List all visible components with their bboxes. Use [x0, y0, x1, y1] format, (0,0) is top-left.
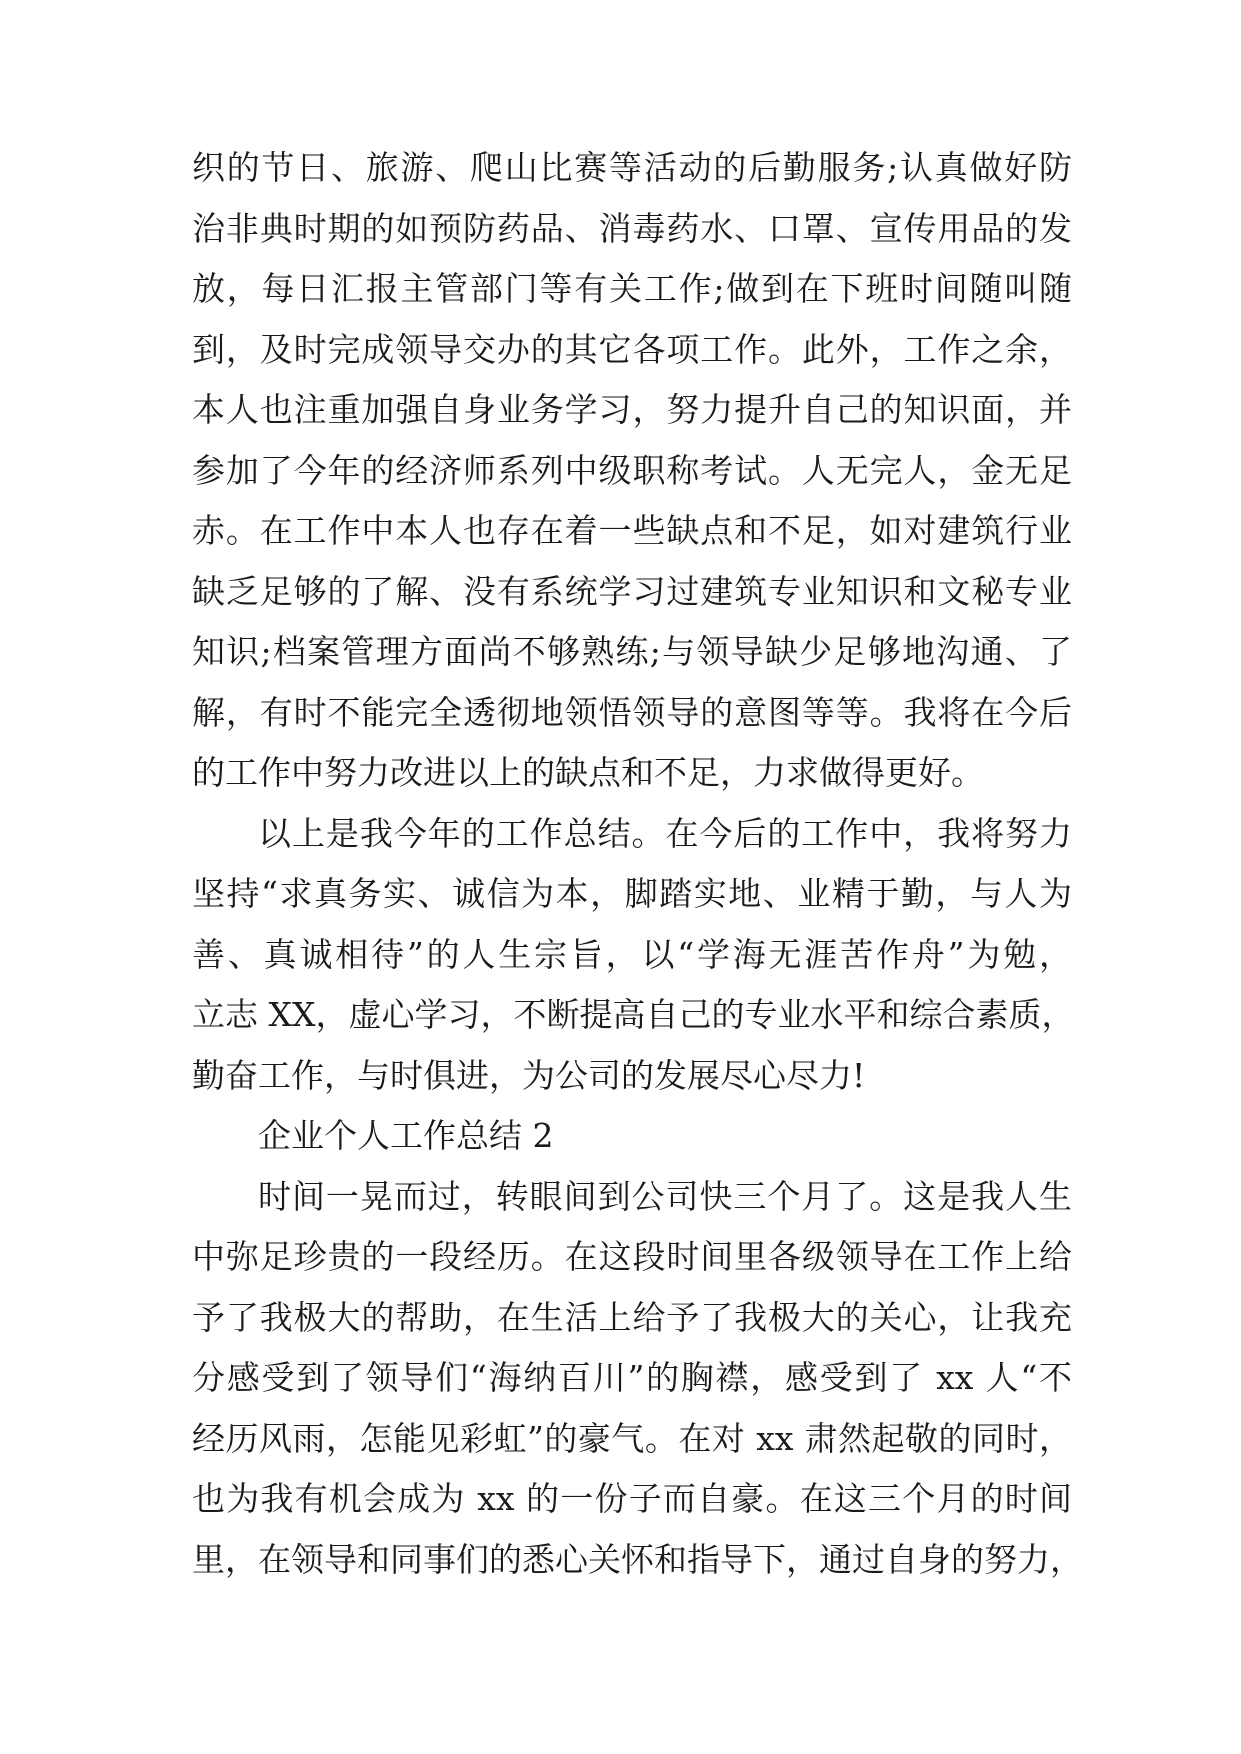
text-line: 时间一晃而过，转眼间到公司快三个月了。这是我人生 [258, 1176, 1072, 1216]
text-line: 予了我极大的帮助，在生活上给予了我极大的关心，让我充 [192, 1297, 1072, 1337]
text-line: 织的节日、旅游、爬山比赛等活动的后勤服务;认真做好防 [192, 148, 1072, 187]
text-line: 本人也注重加强自身业务学习，努力提升自己的知识面，并 [192, 390, 1072, 429]
text-line: 中弥足珍贵的一段经历。在这段时间里各级领导在工作上给 [192, 1237, 1072, 1276]
text-line: 放，每日汇报主管部门等有关工作;做到在下班时间随叫随 [192, 269, 1072, 308]
text-line: 分感受到了领导们“海纳百川”的胸襟，感受到了 xx 人“不 [192, 1358, 1072, 1397]
text-line: 解，有时不能完全透彻地领悟领导的意图等等。我将在今后 [192, 692, 1072, 732]
paragraph-summary [192, 804, 1075, 1107]
text-line: 善、真诚相待”的人生宗旨，以“学海无涯苦作舟”为勉， [192, 934, 1072, 974]
paragraph-intro [192, 1167, 1083, 1591]
text-line: 经历风雨，怎能见彩虹”的豪气。在对 xx 肃然起敬的同时， [192, 1418, 1072, 1458]
section-heading: 企业个人工作总结 2 [258, 1116, 554, 1155]
text-line: 缺乏足够的了解、没有系统学习过建筑专业知识和文秘专业 [192, 571, 1072, 611]
text-line: 坚持“求真务实、诚信为本，脚踏实地、业精于勤，与人为 [192, 874, 1072, 913]
text-line: 到，及时完成领导交办的其它各项工作。此外，工作之余， [192, 329, 1072, 369]
text-line: 赤。在工作中本人也存在着一些缺点和不足，如对建筑行业 [192, 511, 1072, 550]
text-line: 参加了今年的经济师系列中级职称考试。人无完人，金无足 [192, 450, 1072, 490]
paragraph-continued [192, 138, 1072, 804]
text-line: 立志 XX，虚心学习，不断提高自己的专业水平和综合素质， [192, 995, 1075, 1034]
text-line: 治非典时期的如预防药品、消毒药水、口罩、宣传用品的发 [192, 208, 1072, 248]
text-line: 勤奋工作，与时俱进，为公司的发展尽心尽力! [192, 1055, 866, 1095]
text-line: 知识;档案管理方面尚不够熟练;与领导缺少足够地沟通、了 [192, 632, 1072, 671]
text-line: 的工作中努力改进以上的缺点和不足，力求做得更好。 [192, 753, 984, 792]
text-line: 也为我有机会成为 xx 的一份子而自豪。在这三个月的时间 [192, 1479, 1072, 1518]
text-line: 以上是我今年的工作总结。在今后的工作中，我将努力 [258, 813, 1072, 853]
text-line: 里，在领导和同事们的悉心关怀和指导下，通过自身的努力， [192, 1539, 1083, 1579]
document-body [192, 138, 1083, 1590]
